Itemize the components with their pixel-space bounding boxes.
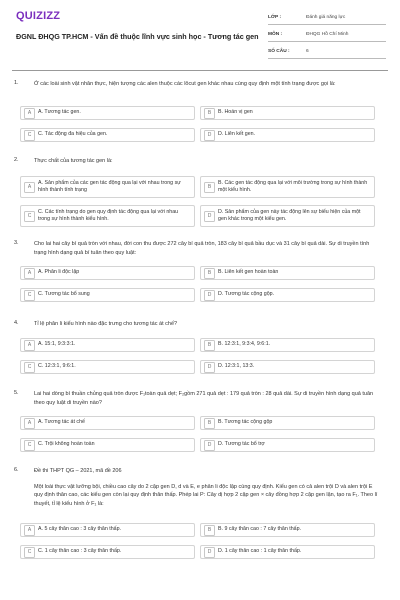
option-text: B. Hoán vị gen	[218, 109, 253, 116]
question-text: Tỉ lệ phân li kiểu hình nào đặc trưng cho tương tác át chế?	[34, 321, 178, 327]
option-d[interactable]	[200, 545, 375, 559]
meta-value: 6	[306, 48, 309, 54]
option-text: D. Tương tác cộng gộp.	[218, 291, 275, 298]
option-text: C. Trội không hoàn toàn	[38, 441, 95, 448]
option-letter: A	[24, 182, 35, 193]
option-text: A. 15:1, 9:3:3:1.	[38, 341, 76, 348]
meta-info	[268, 10, 386, 61]
option-d[interactable]	[200, 438, 375, 452]
option-d[interactable]	[200, 360, 375, 374]
option-letter: C	[24, 547, 35, 558]
option-letter: C	[24, 130, 35, 141]
question-text: Cho lai hai cây bí quả tròn với nhau, đời con thu được 272 cây bí quả tròn, 183 cây bí quả bầu dục và 31 cây bí quả dài. Sự di truyền tính trạng hình dạng quả bí tuân theo quy luật:	[34, 241, 370, 256]
question-4	[14, 320, 388, 329]
option-d[interactable]	[200, 288, 375, 302]
option-text: A. Phân li độc lập	[38, 269, 80, 276]
option-c[interactable]	[20, 360, 195, 374]
option-letter: D	[204, 547, 215, 558]
option-text: C. 1 cây thân cao : 3 cây thân thấp.	[38, 548, 122, 555]
option-text: A. 5 cây thân cao : 3 cây thân thấp.	[38, 526, 122, 533]
option-text: C. Các tính trạng do gen quy định tác động qua lại với nhau trong sự hình thành kiểu hình.	[38, 208, 179, 222]
question-2	[14, 157, 388, 166]
option-a[interactable]	[20, 338, 195, 352]
question-3	[14, 240, 388, 257]
question-source: Đề thi THPT QG – 2021, mã đề 206	[34, 468, 122, 474]
meta-row-subject	[268, 27, 386, 42]
option-letter: C	[24, 440, 35, 451]
option-letter: A	[24, 108, 35, 119]
question-6	[14, 467, 388, 508]
option-letter: D	[204, 290, 215, 301]
option-letter: D	[204, 440, 215, 451]
option-text: B. Các gen tác động qua lại với môi trường trong sự hình thành một kiểu hình.	[218, 179, 368, 193]
option-text: A. Sản phẩm của các gen tác động qua lại với nhau trong sự hình thành tính trạng	[38, 179, 181, 193]
option-text: D. 12:3:1, 13:3.	[218, 363, 255, 370]
option-text: C. Tương tác bổ sung	[38, 291, 90, 298]
option-a[interactable]	[20, 523, 195, 537]
option-letter: C	[24, 290, 35, 301]
question-number: 1.	[14, 80, 19, 86]
option-b[interactable]	[200, 266, 375, 280]
quizizz-logo: QUIZIZZ	[16, 10, 61, 22]
option-c[interactable]	[20, 128, 195, 142]
page-header	[0, 0, 400, 68]
option-letter: B	[204, 340, 215, 351]
document-title: ĐGNL ĐHQG TP.HCM - Vấn đề thuộc lĩnh vực sinh học - Tương tác gen	[16, 32, 259, 41]
option-b[interactable]	[200, 523, 375, 537]
question-5	[14, 390, 388, 407]
option-letter: B	[204, 268, 215, 279]
option-text: D. Sản phẩm của gen này tác động lên sự biểu hiện của một gen khác trong một kiểu gen.	[218, 208, 361, 222]
option-text: B. Tương tác cộng gộp	[218, 419, 273, 426]
option-letter: A	[24, 525, 35, 536]
option-text: C. 12:3:1, 9:6:1.	[38, 363, 76, 370]
option-text: A. Tương tác át chế	[38, 419, 85, 426]
option-b[interactable]	[200, 176, 375, 198]
question-number: 2.	[14, 157, 19, 163]
option-letter: D	[204, 211, 215, 222]
question-text: Ở các loài sinh vật nhân thực, hiện tượng các alen thuộc các lôcut gen khác nhau cùng quy định một tính trạng được gọi là:	[34, 81, 336, 87]
option-letter: A	[24, 268, 35, 279]
meta-row-class	[268, 10, 386, 25]
option-text: D. Liên kết gen.	[218, 131, 256, 138]
option-a[interactable]	[20, 416, 195, 430]
option-b[interactable]	[200, 106, 375, 120]
option-a[interactable]	[20, 176, 195, 198]
option-c[interactable]	[20, 288, 195, 302]
option-c[interactable]	[20, 438, 195, 452]
option-letter: B	[204, 418, 215, 429]
option-d[interactable]	[200, 205, 375, 227]
option-b[interactable]	[200, 338, 375, 352]
option-text: A. Tương tác gen.	[38, 109, 81, 116]
option-letter: D	[204, 130, 215, 141]
meta-row-count	[268, 44, 386, 59]
header-divider	[12, 70, 388, 71]
option-letter: A	[24, 340, 35, 351]
option-letter: B	[204, 182, 215, 193]
question-number: 3.	[14, 240, 19, 246]
question-text: Thực chất của tương tác gen là:	[34, 158, 113, 164]
option-d[interactable]	[200, 128, 375, 142]
option-letter: C	[24, 211, 35, 222]
option-text: C. Tác động đa hiệu của gen.	[38, 131, 108, 138]
option-a[interactable]	[20, 106, 195, 120]
meta-value: Đánh giá năng lực	[306, 14, 346, 20]
question-number: 6.	[14, 467, 19, 473]
option-text: D. 1 cây thân cao : 1 cây thân thấp.	[218, 548, 302, 555]
option-text: B. 9 cây thân cao : 7 cây thân thấp.	[218, 526, 302, 533]
meta-label: LỚP :	[268, 14, 282, 20]
option-letter: D	[204, 362, 215, 373]
option-letter: B	[204, 108, 215, 119]
option-c[interactable]	[20, 205, 195, 227]
question-number: 4.	[14, 320, 19, 326]
meta-label: SỐ CÂU :	[268, 48, 290, 54]
question-text: Lai hai dòng bí thuần chủng quả tròn được F₁toàn quả dẹt; F₂gồm 271 quả dẹt : 179 quả tròn : 28 quả dài. Sự di truyền hình dạng quả tuân theo quy luật di truyền nào?	[34, 391, 374, 406]
option-text: D. Tương tác bổ trợ	[218, 441, 265, 448]
question-text: Một loài thực vật lưỡng bội, chiều cao cây do 2 cặp gen D, d và E, e phân li độc lập cùng quy định. Kiểu gen có cả alen trội D và alen trội E quy định thân cao, các kiểu gen còn lại quy định thân thấp. Phép lai P: Cây dị hợp 2 cặp gen × cây đồng hợp 2 cặp gen lặn, tạo ra F₁. Theo lí thuyết, tỉ lệ kiểu hình ở F₁ là:	[34, 483, 378, 507]
option-b[interactable]	[200, 416, 375, 430]
meta-value: ĐHQG Hồ Chí Minh	[306, 31, 349, 37]
question-number: 5.	[14, 390, 19, 396]
option-text: B. Liên kết gen hoàn toàn	[218, 269, 279, 276]
option-letter: B	[204, 525, 215, 536]
option-letter: A	[24, 418, 35, 429]
meta-label: MÔN :	[268, 31, 283, 37]
option-c[interactable]	[20, 545, 195, 559]
option-letter: C	[24, 362, 35, 373]
option-text: B. 12:3:1, 9:3:4, 9:6:1.	[218, 341, 271, 348]
option-a[interactable]	[20, 266, 195, 280]
question-1	[14, 80, 388, 89]
